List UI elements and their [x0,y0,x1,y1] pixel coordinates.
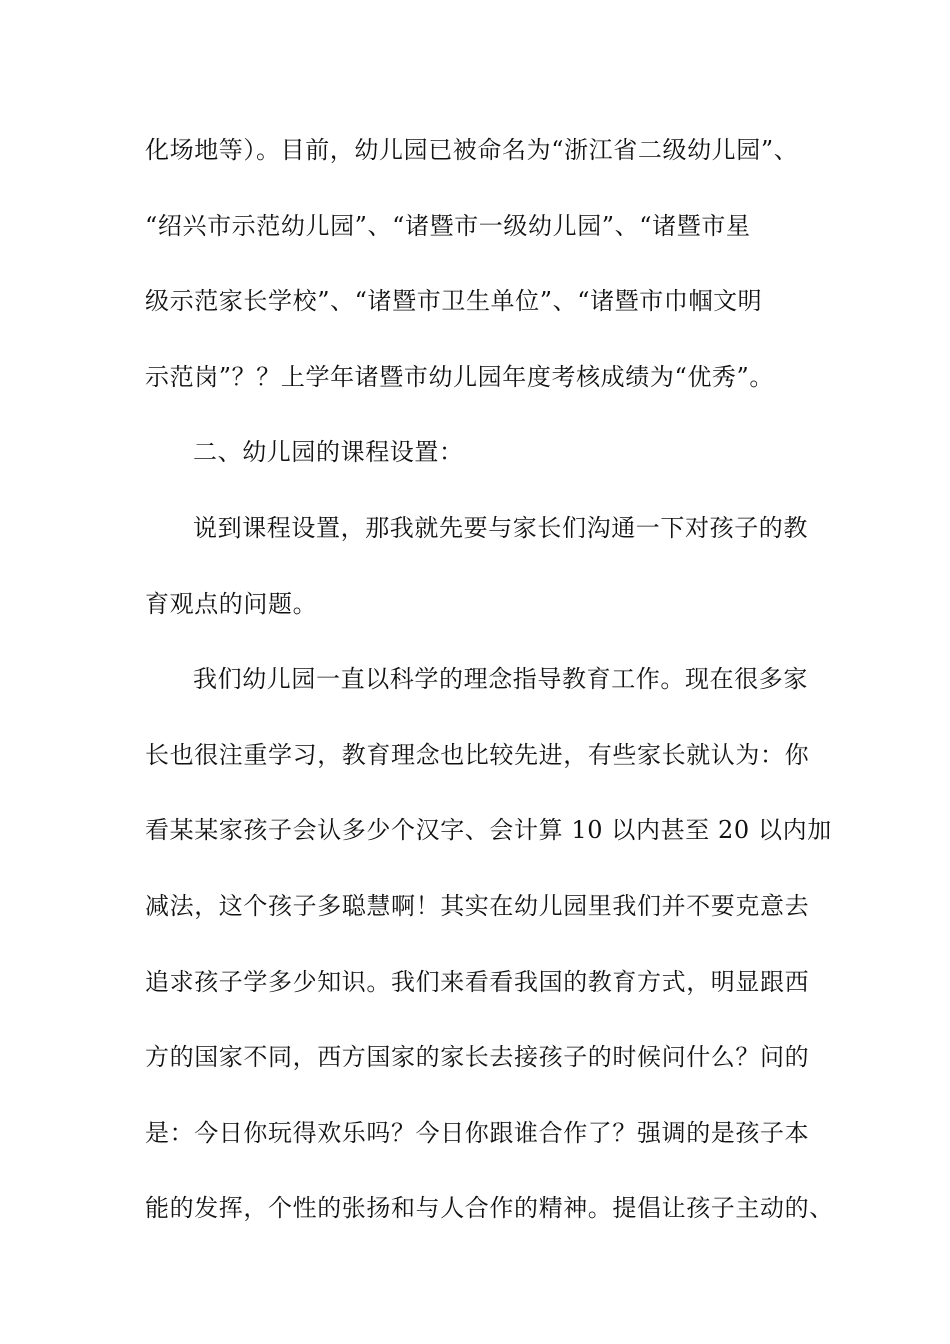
text-line-7: 育观点的问题。 [145,589,318,618]
text-line-12: 追求孩子学多少知识。我们来看看我国的教育方式，明显跟西 [145,967,810,996]
text-line-10: 看某某家孩子会认多少个汉字、会计算 10 以内甚至 20 以内加 [145,816,832,845]
text-line-6: 说到课程设置，那我就先要与家长们沟通一下对孩子的教 [193,513,808,542]
text-line-4: 示范岗”？？上学年诸暨市幼儿园年度考核成绩为“优秀”。 [145,362,775,391]
text-line-1: 化场地等）。目前，幼儿园已被命名为“浙江省二级幼儿园”、 [145,136,799,164]
text-line-11: 减法，这个孩子多聪慧啊！其实在幼儿园里我们并不要克意去 [145,891,810,920]
section-heading-curriculum: 二、幼儿园的课程设置： [193,438,464,467]
text-line-14: 是：今日你玩得欢乐吗？今日你跟谁合作了？强调的是孩子本 [145,1118,810,1147]
text-line-3: 级示范家长学校”、“诸暨市卫生单位”、“诸暨市巾帼文明 [145,287,763,316]
text-line-13: 方的国家不同，西方国家的家长去接孩子的时候问什么？问的 [145,1043,810,1072]
text-line-9: 长也很注重学习，教育理念也比较先进，有些家长就认为：你 [145,740,810,769]
text-line-8: 我们幼儿园一直以科学的理念指导教育工作。现在很多家 [193,665,808,694]
text-line-15: 能的发挥，个性的张扬和与人合作的精神。提倡让孩子主动的、 [145,1194,834,1223]
text-line-2: “绍兴市示范幼儿园”、“诸暨市一级幼儿园”、“诸暨市星 [145,211,751,240]
document-body [145,128,835,1262]
